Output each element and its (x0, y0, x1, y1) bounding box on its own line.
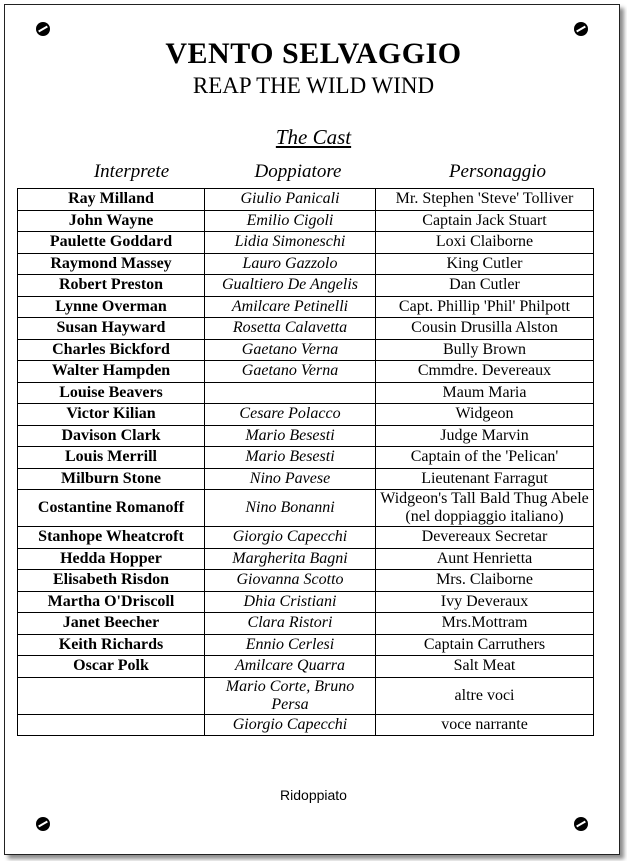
dubber-cell: Nino Bonanni (205, 490, 376, 527)
table-row (18, 404, 594, 426)
actor-cell: Robert Preston (18, 275, 205, 297)
dubber-cell: Gualtiero De Angelis (205, 275, 376, 297)
actor-cell (18, 714, 205, 736)
footer-note: Ridoppiato (280, 787, 347, 803)
dubber-cell: Cesare Polacco (205, 404, 376, 426)
dubber-cell: Rosetta Calavetta (205, 318, 376, 340)
character-cell: Lieutenant Farragut (376, 468, 594, 490)
page-title: VENTO SELVAGGIO (165, 37, 462, 70)
actor-cell: Oscar Polk (18, 656, 205, 678)
column-header-interprete: Interprete (93, 161, 170, 182)
character-cell: Ivy Deveraux (376, 591, 594, 613)
page-subtitle: REAP THE WILD WIND (192, 73, 435, 98)
dubber-cell: Lauro Gazzolo (205, 253, 376, 275)
table-row (18, 548, 594, 570)
dubber-cell: Emilio Cigoli (205, 210, 376, 232)
dubber-cell: Mario Besesti (205, 447, 376, 469)
screw-hole-icon (36, 817, 50, 831)
character-cell: Cmmdre. Devereaux (376, 361, 594, 383)
column-header-doppiatore: Doppiatore (254, 161, 342, 182)
dubber-cell: Giorgio Capecchi (205, 527, 376, 549)
actor-cell: Lynne Overman (18, 296, 205, 318)
table-row (18, 591, 594, 613)
actor-cell: Davison Clark (18, 425, 205, 447)
dubber-cell: Mario Besesti (205, 425, 376, 447)
character-cell: Loxi Claiborne (376, 232, 594, 254)
character-cell: Maum Maria (376, 382, 594, 404)
character-cell: Aunt Henrietta (376, 548, 594, 570)
dubber-cell: Amilcare Quarra (205, 656, 376, 678)
table-row (18, 382, 594, 404)
actor-cell: Janet Beecher (18, 613, 205, 635)
actor-cell: Stanhope Wheatcroft (18, 527, 205, 549)
dubber-cell: Amilcare Petinelli (205, 296, 376, 318)
cast-table (17, 188, 594, 736)
character-cell: Captain of the 'Pelican' (376, 447, 594, 469)
actor-cell: Ray Milland (18, 189, 205, 211)
dubber-cell: Giulio Panicali (205, 189, 376, 211)
table-row (18, 527, 594, 549)
character-cell: Captain Jack Stuart (376, 210, 594, 232)
table-row (18, 318, 594, 340)
dubber-cell: Margherita Bagni (205, 548, 376, 570)
actor-cell: Costantine Romanoff (18, 490, 205, 527)
table-row (18, 714, 594, 736)
actor-cell (18, 677, 205, 714)
actor-cell: Raymond Massey (18, 253, 205, 275)
dubber-cell: Gaetano Verna (205, 339, 376, 361)
character-cell: Mrs. Claiborne (376, 570, 594, 592)
table-row (18, 210, 594, 232)
table-row (18, 232, 594, 254)
character-cell: Captain Carruthers (376, 634, 594, 656)
table-row (18, 634, 594, 656)
table-row (18, 189, 594, 211)
character-cell: Devereaux Secretar (376, 527, 594, 549)
character-cell: Mrs.Mottram (376, 613, 594, 635)
actor-cell: Martha O'Driscoll (18, 591, 205, 613)
actor-cell: Elisabeth Risdon (18, 570, 205, 592)
actor-cell: Milburn Stone (18, 468, 205, 490)
dubber-cell: Mario Corte, Bruno Persa (205, 677, 376, 714)
table-row (18, 613, 594, 635)
dubber-cell: Gaetano Verna (205, 361, 376, 383)
dubber-cell: Giovanna Scotto (205, 570, 376, 592)
actor-cell: Susan Hayward (18, 318, 205, 340)
section-heading: The Cast (275, 125, 352, 149)
character-cell: Judge Marvin (376, 425, 594, 447)
character-cell: Widgeon (376, 404, 594, 426)
table-row (18, 296, 594, 318)
character-cell: Cousin Drusilla Alston (376, 318, 594, 340)
actor-cell: Hedda Hopper (18, 548, 205, 570)
table-row (18, 447, 594, 469)
dubber-cell: Ennio Cerlesi (205, 634, 376, 656)
actor-cell: Walter Hampden (18, 361, 205, 383)
character-cell: Capt. Phillip 'Phil' Philpott (376, 296, 594, 318)
dubber-cell: Nino Pavese (205, 468, 376, 490)
character-cell: Mr. Stephen 'Steve' Tolliver (376, 189, 594, 211)
actor-cell: Charles Bickford (18, 339, 205, 361)
actor-cell: Victor Kilian (18, 404, 205, 426)
table-row (18, 468, 594, 490)
table-row (18, 253, 594, 275)
actor-cell: Louise Beavers (18, 382, 205, 404)
character-cell: Salt Meat (376, 656, 594, 678)
table-row (18, 425, 594, 447)
character-cell: altre voci (376, 677, 594, 714)
character-cell: Widgeon's Tall Bald Thug Abele (nel doppiaggio italiano) (376, 490, 594, 527)
actor-cell: John Wayne (18, 210, 205, 232)
dubber-cell (205, 382, 376, 404)
column-header-personaggio: Personaggio (448, 161, 547, 182)
dubber-cell: Clara Ristori (205, 613, 376, 635)
table-row (18, 275, 594, 297)
table-row (18, 490, 594, 527)
character-cell: Bully Brown (376, 339, 594, 361)
table-row (18, 570, 594, 592)
actor-cell: Paulette Goddard (18, 232, 205, 254)
table-row (18, 339, 594, 361)
dubber-cell: Giorgio Capecchi (205, 714, 376, 736)
actor-cell: Keith Richards (18, 634, 205, 656)
screw-hole-icon (574, 22, 588, 36)
dubber-cell: Dhia Cristiani (205, 591, 376, 613)
screw-hole-icon (574, 817, 588, 831)
dubber-cell: Lidia Simoneschi (205, 232, 376, 254)
actor-cell: Louis Merrill (18, 447, 205, 469)
table-row (18, 656, 594, 678)
table-row (18, 361, 594, 383)
character-cell: King Cutler (376, 253, 594, 275)
table-row (18, 677, 594, 714)
screw-hole-icon (36, 22, 50, 36)
character-cell: Dan Cutler (376, 275, 594, 297)
character-cell: voce narrante (376, 714, 594, 736)
